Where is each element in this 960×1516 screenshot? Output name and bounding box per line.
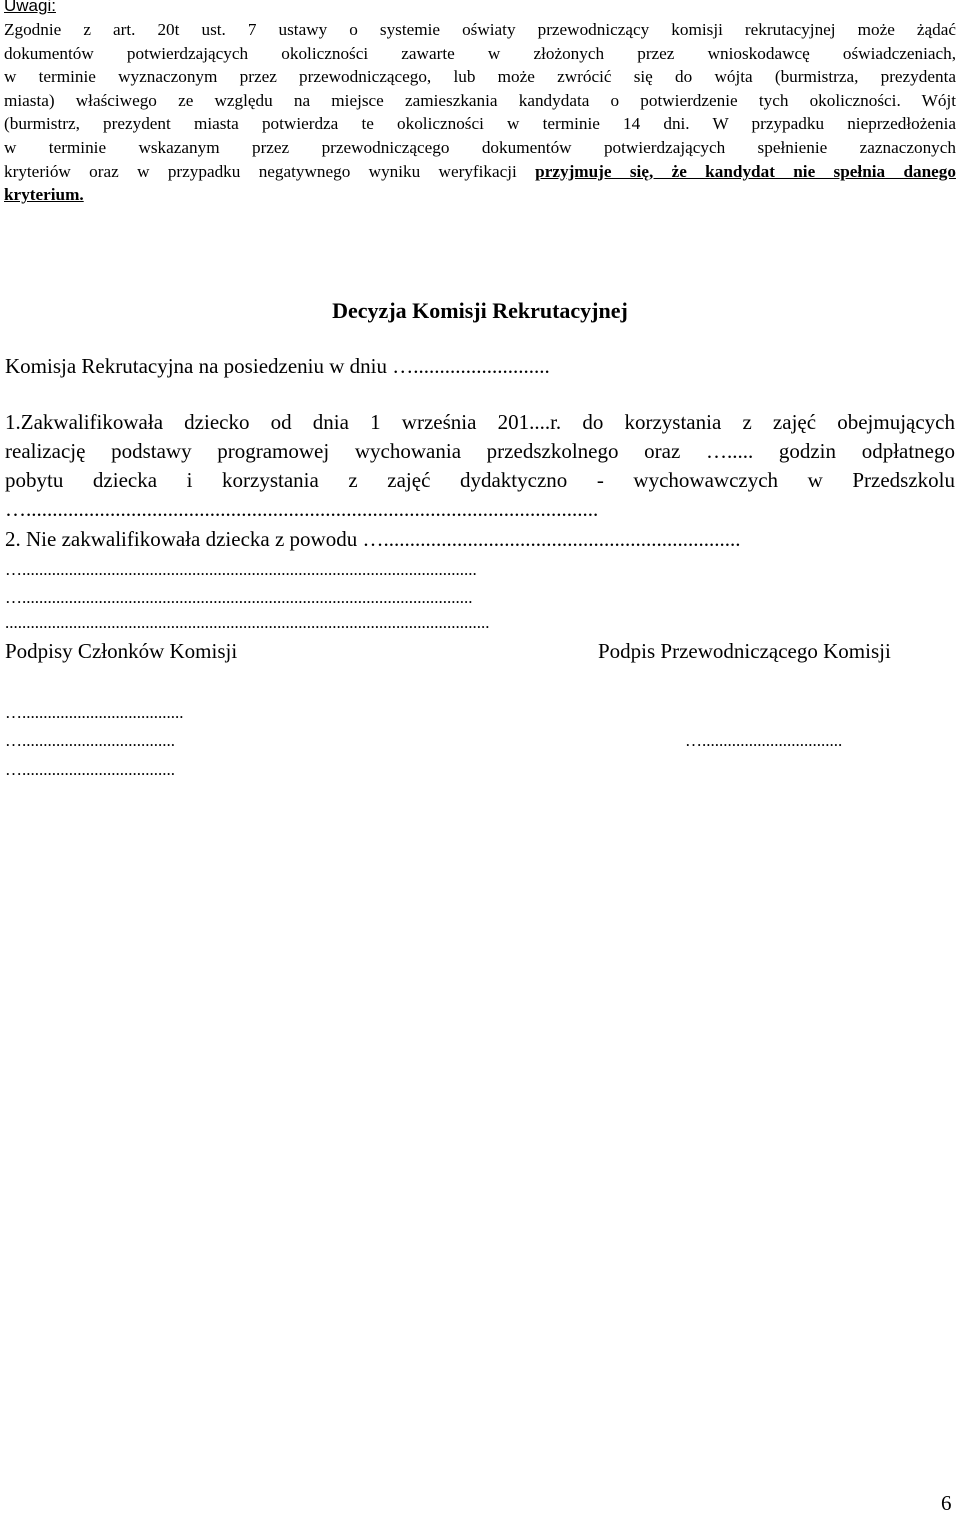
item2-dots-line: .................................................................................................................. bbox=[5, 613, 490, 632]
chair-signature-label: Podpis Przewodniczącego Komisji bbox=[598, 639, 891, 663]
item1-line: 1.Zakwalifikowała dziecko od dnia 1 września 201....r. do korzystania z zajęć obejmujących bbox=[5, 410, 955, 434]
notes-line: w terminie wskazanym przez przewodniczącego dokumentów potwierdzających spełnienie zaznaczonych bbox=[4, 137, 956, 157]
notes-line: dokumentów potwierdzających okoliczności zawarte w złożonych przez wnioskodawcę oświadczeniach, bbox=[4, 43, 956, 63]
members-signature-label: Podpisy Członków Komisji bbox=[5, 639, 238, 663]
decision-title-text: Decyzja Komisji Rekrutacyjnej bbox=[332, 298, 628, 323]
notes-line-with-emphasis bbox=[4, 160, 956, 184]
item2-dots-line: …........................................................................................................... bbox=[5, 560, 477, 579]
item2-dots-line: ….......................................................................................................... bbox=[5, 588, 473, 607]
notes-line: Zgodnie z art. 20t ust. 7 ustawy o systemie oświaty przewodniczący komisji rekrutacyjnej może żądać bbox=[4, 20, 956, 39]
notes-emphasis: przyjmuje się, że kandydat nie spełnia danego bbox=[535, 161, 956, 181]
notes-line-text: kryteriów oraz w przypadku negatywnego wyniku weryfikacji bbox=[4, 161, 536, 181]
member-signature-line: ….................................... bbox=[5, 760, 175, 779]
item1-line: pobytu dziecka i korzystania z zajęć dydaktyczno - wychowawczych w Przedszkolu bbox=[5, 468, 955, 492]
notes-heading: Uwagi: bbox=[4, 0, 56, 15]
item1-line: realizację podstawy programowej wychowania przedszkolnego oraz …..... godzin odpłatnego bbox=[5, 439, 955, 463]
decision-title bbox=[0, 298, 960, 324]
notes-line: miasta) właściwego ze względu na miejsce zamieszkania kandydata o potwierdzenie tych okoliczności. Wójt bbox=[4, 90, 956, 110]
chair-signature-line: …................................. bbox=[685, 731, 843, 750]
member-signature-line: …...................................... bbox=[5, 703, 184, 722]
notes-line: w terminie wyznaczonym przez przewodniczącego, lub może zwrócić się do wójta (burmistrza, prezydenta bbox=[4, 67, 956, 87]
member-signature-line: ….................................... bbox=[5, 731, 175, 750]
notes-emphasis: kryterium. bbox=[4, 185, 84, 205]
page-number: 6 bbox=[941, 1491, 952, 1515]
notes-line-with-emphasis bbox=[4, 183, 956, 207]
notes-line: (burmistrz, prezydent miasta potwierdza te okoliczności w terminie 14 dni. W przypadku nieprzedłożenia bbox=[4, 114, 956, 134]
meeting-date-line: Komisja Rekrutacyjna na posiedzeniu w dniu ….......................... bbox=[5, 354, 550, 378]
item1-line: …............................................................................................................. bbox=[5, 497, 599, 521]
notes-paragraph bbox=[4, 18, 956, 207]
item2-line: 2. Nie zakwalifikowała dziecka z powodu ….................................................................... bbox=[5, 527, 741, 551]
